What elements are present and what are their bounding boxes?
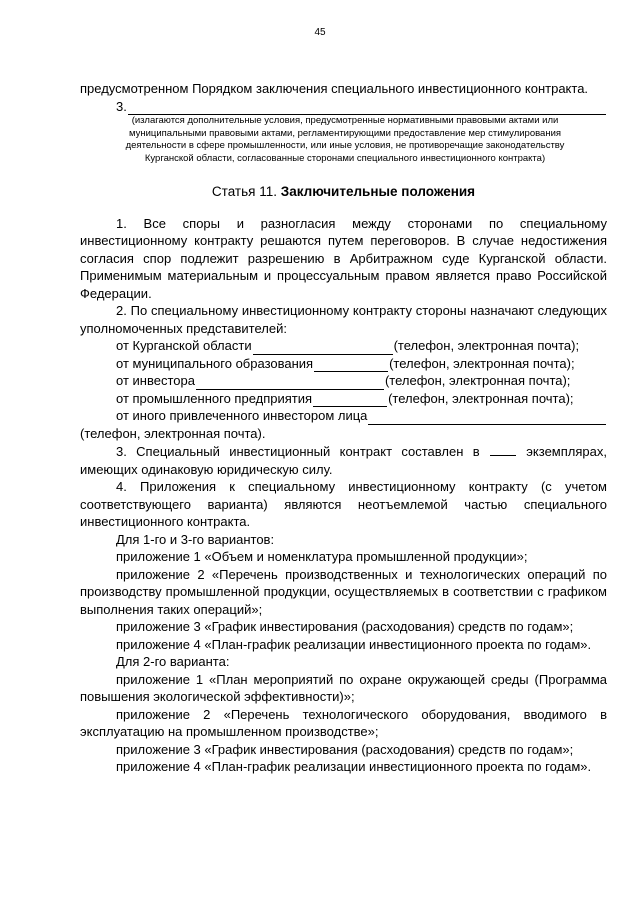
- variant-13-title: Для 1-го и 3-го вариантов:: [116, 531, 275, 547]
- variant-13-item-3: приложение 3 «График инвестирования (расходования) средств по годам»;: [116, 619, 574, 634]
- paragraph-4: 4. Приложения к специальному инвестиционному контракту (с учетом соответствующего варианта) являются неотъемлемой частью специального инвестиционного контракта.: [80, 479, 607, 529]
- rep-label: от муниципального образования: [116, 355, 314, 371]
- article-heading: [80, 183, 607, 201]
- variant-2-item-2: приложение 2 «Перечень технологического оборудования, вводимого в эксплуатацию на промышленном производстве»;: [80, 706, 607, 739]
- variant-2-item-4: приложение 4 «План-график реализации инвестиционного проекта по годам».: [116, 759, 592, 774]
- rep-row-municipality: [80, 355, 607, 373]
- paragraph-3-before: 3. Специальный инвестиционный контракт составлен в: [116, 444, 480, 459]
- copies-blank: [490, 442, 516, 456]
- rep-label: от иного привлеченного инвестором лица: [116, 408, 368, 423]
- rep-blank: [196, 376, 384, 390]
- rep-suffix: (телефон, электронная почта);: [393, 338, 580, 353]
- item-3-line: [80, 98, 607, 116]
- page-number: 45: [314, 27, 326, 38]
- rep-blank: [253, 341, 393, 355]
- rep-row-investor: [80, 372, 607, 390]
- variant-13-item-2: приложение 2 «Перечень производственных и технологических операций по производству промышленной продукции, осуществляемых в соответствии с графиком выполнения таких операций»;: [80, 566, 607, 617]
- rep-other-suffix: (телефон, электронная почта).: [80, 425, 266, 441]
- item-3-blank: [128, 101, 606, 115]
- intro-text: предусмотренном Порядком заключения специального инвестиционного контракта.: [80, 81, 589, 96]
- variant-13-item-1: приложение 1 «Объем и номенклатура промышленной продукции»;: [116, 549, 528, 564]
- variant-2-item-1: приложение 1 «План мероприятий по охране окружающей среды (Программа повышения экологической эффективности)»;: [80, 671, 607, 704]
- rep-label: от инвестора: [116, 373, 195, 388]
- rep-blank: [368, 411, 606, 425]
- rep-label: от Курганской области: [116, 338, 252, 353]
- item-3-note: (излагаются дополнительные условия, предусмотренные нормативными правовыми актами или муниципальными правовыми актами, регламентирующими предоставление мер стимулирования деятельности в сфере промышленности, или иные условия, не противоречащие законодательству Курганской области, согласованные сторонами специального инвестиционного контракта): [125, 115, 565, 164]
- article-title: Заключительные положения: [280, 184, 476, 199]
- rep-blank: [313, 393, 387, 407]
- article-number: Статья 11.: [211, 184, 277, 199]
- variant-2-title: Для 2-го варианта:: [116, 654, 230, 669]
- variant-2-item-3: приложение 3 «График инвестирования (расходования) средств по годам»;: [116, 741, 574, 757]
- paragraph-1: 1. Все споры и разногласия между сторонами по специальному инвестиционному контракту решаются путем переговоров. В случае недостижения согласия спор подлежит разрешению в Арбитражном суде Курганской области. Применимым материальным и процессуальным правом является право Российской Федерации.: [80, 215, 607, 301]
- paragraph-3-after: экземплярах, имеющих одинаковую юридическую силу.: [80, 444, 607, 477]
- rep-row-region: [80, 337, 607, 355]
- rep-suffix: (телефон, электронная почта);: [388, 390, 574, 406]
- rep-label: от промышленного предприятия: [116, 390, 313, 406]
- rep-blank: [314, 358, 388, 372]
- rep-row-other: [80, 407, 607, 425]
- item-3-number: 3.: [116, 98, 127, 114]
- variant-13-item-4: приложение 4 «План-график реализации инвестиционного проекта по годам».: [116, 636, 592, 652]
- paragraph-2: 2. По специальному инвестиционному контракту стороны назначают следующих уполномоченных представителей:: [80, 303, 607, 336]
- rep-row-enterprise: [80, 390, 607, 408]
- rep-suffix: (телефон, электронная почта);: [389, 355, 575, 371]
- document-body: [80, 80, 607, 776]
- paragraph-3: [80, 442, 607, 478]
- rep-suffix: (телефон, электронная почта);: [384, 373, 571, 388]
